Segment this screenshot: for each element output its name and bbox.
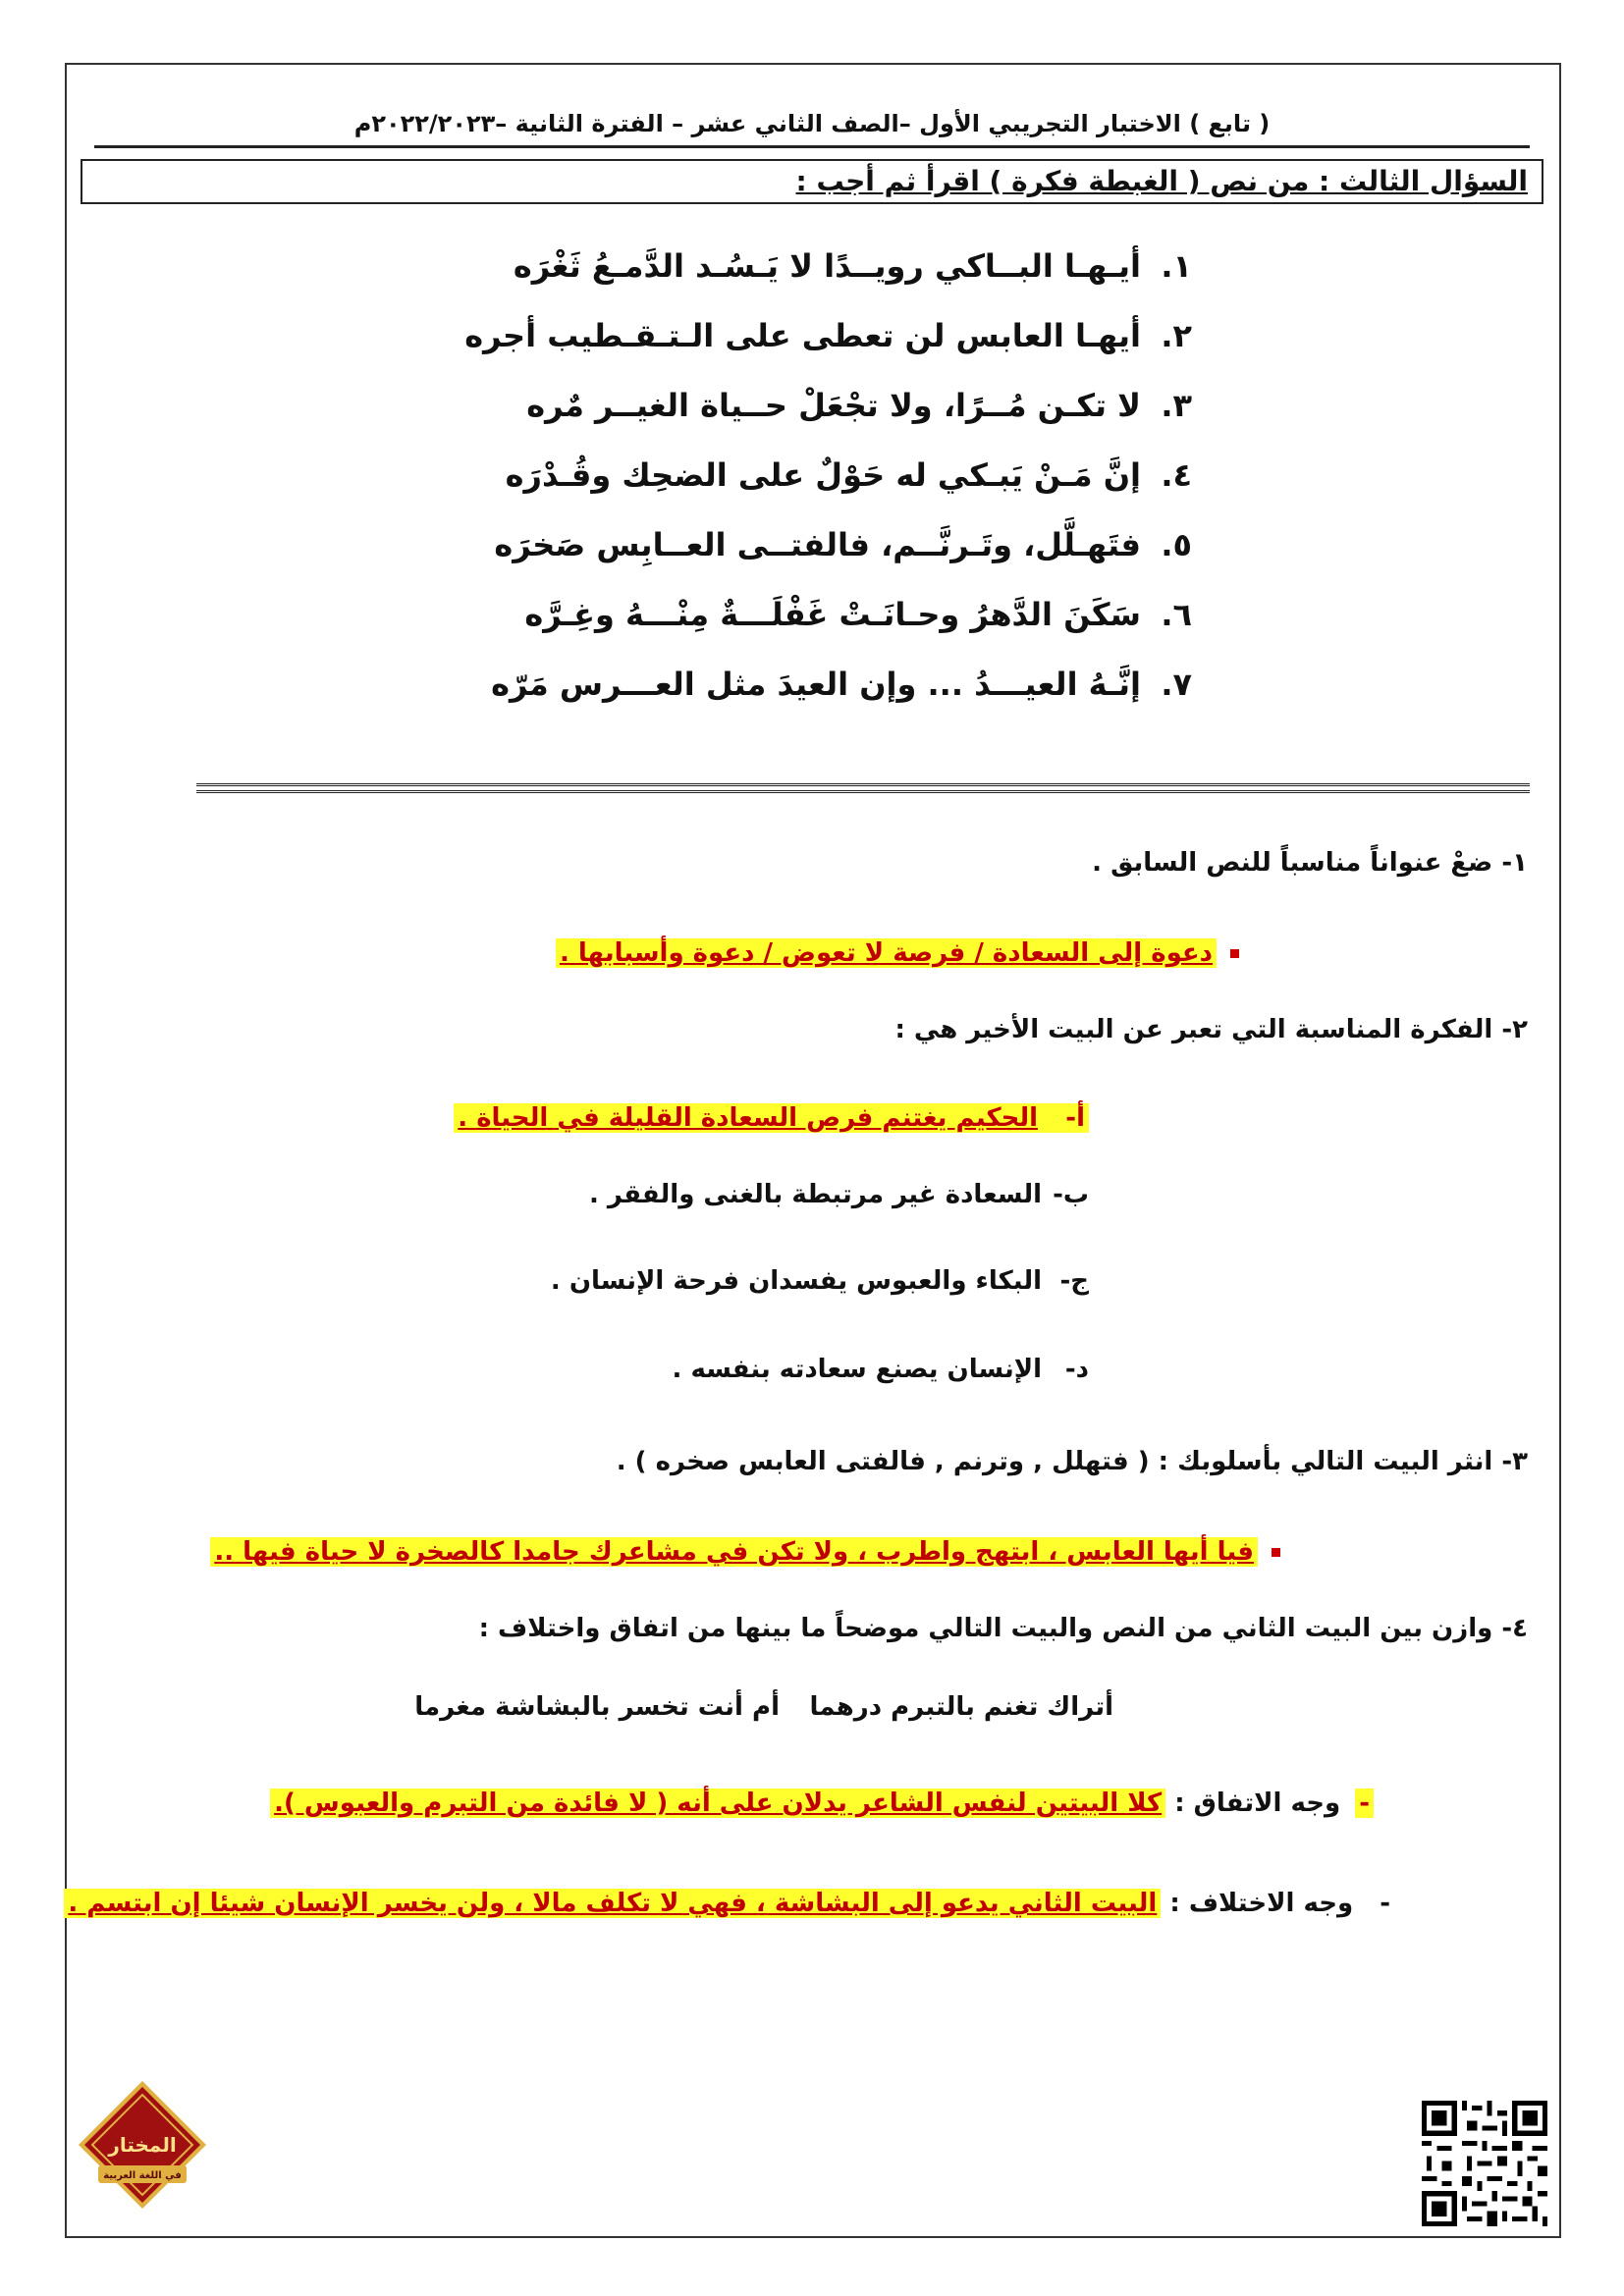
verse-text: إنَّـهُ العيـــدُ ... وإن العيدَ مثل العـــرس مَرّه [491, 666, 1141, 703]
difference-label: وجه الاختلاف : [1169, 1889, 1354, 1918]
poem-verses [406, 241, 1192, 729]
verse [406, 520, 1192, 590]
verse-number: ٢. [1161, 317, 1192, 354]
verse-number: ٥. [1161, 526, 1192, 563]
choice-text: السعادة غير مرتبطة بالغنى والفقر . [588, 1180, 1042, 1209]
section-divider [196, 783, 1530, 793]
logo-name: المختار [108, 2133, 177, 2157]
verse [406, 590, 1192, 660]
verse-number: ٦. [1161, 596, 1192, 633]
bullet-icon [1230, 949, 1239, 958]
agreement-answer: كلا البيتين لنفس الشاعر يدلان على أنه ( لا فائدة من التبرم والعبوس ). [270, 1789, 1165, 1818]
question-2: ٢- الفكرة المناسبة التي تعبر عن البيت الأخير هي : [894, 1015, 1528, 1044]
answer-3 [210, 1537, 1280, 1567]
choice-text: الحكيم يغتنم فرص السعادة القليلة في الحياة . [458, 1103, 1038, 1133]
choice-a-highlight [454, 1103, 1089, 1133]
choice-label: د- [1064, 1355, 1089, 1384]
question-box [81, 159, 1543, 204]
verse-text: سَكَنَ الدَّهرُ وحـانَـتْ غَفْلَـــةٌ مِنْـــهُ وغِـرَّه [524, 596, 1141, 633]
difference-row [64, 1889, 1390, 1918]
answer-3-text: فيا أيها العابس ، ابتهج واطرب ، ولا تكن في مشاعرك جامدا كالصخرة لا حياة فيها .. [210, 1537, 1258, 1567]
verse-number: ٧. [1161, 666, 1192, 703]
question-title: السؤال الثالث : من نص ( الغبطة فكرة ) اقرأ ثم أجب : [795, 165, 1528, 197]
agreement-label: وجه الاتفاق : [1174, 1789, 1341, 1818]
answer-1 [556, 938, 1239, 968]
choice-text: الإنسان يصنع سعادته بنفسه . [672, 1355, 1042, 1384]
choice-c [551, 1266, 1089, 1296]
answer-1-text: دعوة إلى السعادة / فرصة لا تعوض / دعوة وأسبابها . [556, 938, 1217, 968]
verse [406, 451, 1192, 520]
verse-text: لا تكـن مُــرًا، ولا تجْعَلْ حــياة الغيــر مٌره [526, 387, 1141, 424]
question-1: ١- ضعْ عنواناً مناسباً للنص السابق . [1092, 848, 1528, 878]
choice-d [673, 1355, 1089, 1384]
verse-text: فتَهـلَّل، وتَـرنَّــم، فالفتــى العــابِس صَخرَه [494, 526, 1141, 563]
choice-label: ج- [1059, 1266, 1089, 1296]
page-header: ( تابع ) الاختبار التجريبي الأول –الصف الثاني عشر – الفترة الثانية –٢٠٢٢/٢٠٢٣م [353, 110, 1271, 137]
difference-answer: البيت الثاني يدعو إلى البشاشة ، فهي لا تكلف مالا ، ولن يخسر الإنسان شيئا إن ابتسم . [64, 1889, 1161, 1918]
choice-label: ب- [1053, 1180, 1089, 1209]
verse-text: أيهـا العابس لن تعطى على الـتـقـطيب أجره [464, 317, 1141, 354]
dash-marker: - [1380, 1889, 1390, 1918]
verse-text: إنَّ مَـنْ يَبـكي له حَوْلٌ على الضحِك وقُـدْرَه [505, 456, 1141, 494]
choice-label: أ- [1065, 1103, 1085, 1133]
logo-subtitle: في اللغة العربية [103, 2170, 182, 2181]
question-4: ٤- وازن بين البيت الثاني من النص والبيت التالي موضحاً ما بينها من اتفاق واختلاف : [478, 1614, 1528, 1643]
verse [406, 660, 1192, 729]
dash-marker: - [1355, 1789, 1374, 1818]
verse-number: ٤. [1161, 456, 1192, 494]
choice-b [589, 1180, 1089, 1209]
verse-number: ١. [1161, 247, 1192, 285]
choice-a [454, 1103, 1089, 1133]
couplet-second-hemistich: أم أنت تخسر بالبشاشة مغرما [414, 1692, 780, 1722]
couplet-first-hemistich: أتراك تغنم بالتبرم درهما [809, 1692, 1113, 1722]
bullet-icon [1272, 1548, 1280, 1557]
verse-number: ٣. [1161, 387, 1192, 424]
verse [406, 241, 1192, 311]
verse-text: أيـهـا البــاكي رويــدًا لا يَـسُـد الدَّمـعُ ثَغْرَه [513, 247, 1141, 285]
question-3: ٣- انثر البيت التالي بأسلوبك : ( فتهلل , وترنم , فالفتى العابس صخره ) . [616, 1447, 1528, 1476]
choice-text: البكاء والعبوس يفسدان فرحة الإنسان . [550, 1266, 1042, 1296]
agreement-row [270, 1789, 1374, 1818]
verse [406, 311, 1192, 381]
header-rule [94, 145, 1530, 148]
logo-seal [77, 2079, 208, 2211]
verse [406, 381, 1192, 451]
qr-code [1422, 2101, 1547, 2226]
